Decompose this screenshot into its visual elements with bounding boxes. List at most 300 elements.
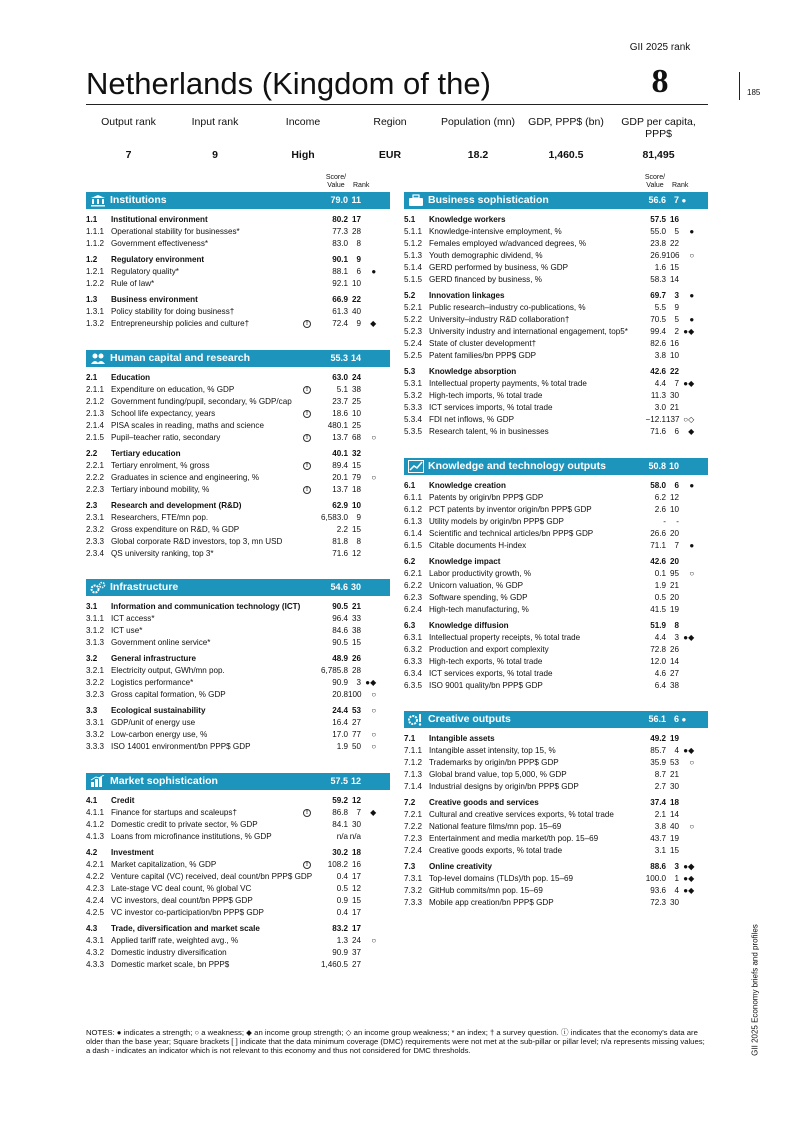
indicator-row (86, 637, 396, 649)
indicator-row (86, 677, 396, 689)
pillar-rank (348, 195, 388, 205)
indicator-row (86, 524, 396, 536)
indicator-score: 84.1 (332, 820, 348, 829)
indicator-label: Industrial designs by origin/bn PPP$ GDP (429, 782, 579, 791)
strength-marker: ◆ (688, 427, 695, 436)
indicator-label: Entertainment and media market/th pop. 15–69 (429, 834, 599, 843)
indicator-score: 83.0 (332, 239, 348, 248)
indicator-label: Market capitalization, % GDP (111, 860, 217, 869)
indicator-row (404, 314, 714, 326)
indicator-rank (666, 226, 708, 238)
indicator-label: Creative goods exports, % total trade (429, 846, 563, 855)
strength-marker: ○ (371, 706, 377, 715)
indicator-label: Production and export complexity (429, 645, 549, 654)
indicator-label: Online creativity (429, 862, 492, 871)
indicator-row (404, 781, 714, 793)
indicator-code: 6.2 (404, 557, 416, 566)
indicator-code: 7.1.4 (404, 782, 423, 791)
indicator-score: 480.1 (327, 421, 348, 430)
indicator-rank-value: 38 (669, 681, 679, 690)
indicator-row (86, 472, 396, 484)
indicator-code: 3.1.1 (86, 614, 105, 623)
pillar-name: Creative outputs (428, 713, 511, 725)
indicator-rank-value: 12 (351, 549, 361, 558)
indicator-label: Intellectual property receipts, % total trade (429, 633, 581, 642)
indicator-row (404, 302, 714, 314)
indicator-code: 2.1.3 (86, 409, 105, 418)
indicator-score: 63.0 (332, 373, 348, 382)
indicator-row (404, 274, 714, 286)
indicator-label: High-tech exports, % total trade (429, 657, 543, 666)
indicator-rank-value: 7 (674, 541, 679, 550)
info-icon: ! (303, 486, 311, 494)
indicator-score: 8.7 (654, 770, 666, 779)
strength-marker: ● (689, 291, 695, 300)
indicator-score: 13.7 (332, 485, 348, 494)
indicator-code: 7.2.1 (404, 810, 423, 819)
indicator-rank-value: 6 (674, 481, 679, 490)
indicator-code: 6.1 (404, 481, 416, 490)
indicator-rank-value: 30 (669, 898, 679, 907)
indicator-score: 17.0 (332, 730, 348, 739)
indicator-rank-value: 100 (348, 690, 362, 699)
indicator-code: 4.3.3 (86, 960, 105, 969)
indicator-score: 40.1 (332, 449, 348, 458)
indicator-score: 6,583.0 (320, 513, 348, 522)
indicator-row (86, 408, 396, 420)
pillar-rank (666, 461, 706, 471)
indicator-rank-value: - (676, 517, 679, 526)
indicator-code: 1.1 (86, 215, 98, 224)
indicator-label: Gross expenditure on R&D, % GDP (111, 525, 240, 534)
indicator-rank (666, 745, 708, 757)
indicator-row (86, 226, 396, 238)
indicator-code: 2.3 (86, 501, 98, 510)
indicator-rank-value: 1 (674, 874, 679, 883)
indicator-row (86, 807, 396, 819)
indicator-rank-value: 40 (351, 307, 361, 316)
subpillar-row (404, 556, 714, 568)
indicator-rank (666, 632, 708, 644)
indicator-row (86, 396, 396, 408)
indicator-code: 4.2.4 (86, 896, 105, 905)
indicator-code: 5.1 (404, 215, 416, 224)
pillar-rank (348, 776, 388, 786)
indicator-rank (666, 314, 708, 326)
strength-marker: ●◆ (683, 633, 695, 642)
indicator-row (86, 819, 396, 831)
indicator-code: 5.3.5 (404, 427, 423, 436)
pillar-name: Infrastructure (110, 581, 179, 593)
indicator-rank-value: 9 (674, 303, 679, 312)
subpillar-row (404, 214, 714, 226)
indicator-score: 90.5 (332, 638, 348, 647)
indicator-rank (666, 516, 708, 528)
indicator-code: 7.2.2 (404, 822, 423, 831)
indicator-code: 5.3.2 (404, 391, 423, 400)
indicator-score: 37.4 (650, 798, 666, 807)
indicator-score: 6.4 (654, 681, 666, 690)
pillar-rank (348, 353, 388, 363)
indicator-score: 55.0 (650, 227, 666, 236)
score-header-text: Score/ Value (325, 174, 347, 189)
indicator-code: 5.2.3 (404, 327, 423, 336)
indicator-label: GitHub commits/mn pop. 15–69 (429, 886, 543, 895)
indicator-row (404, 632, 714, 644)
indicator-label: ICT services imports, % total trade (429, 403, 553, 412)
gii-rank-value: 8 (651, 63, 669, 100)
indicator-row (404, 492, 714, 504)
indicator-rank (666, 426, 708, 438)
indicator-rank-value: 25 (351, 421, 361, 430)
indicator-code: 4.2 (86, 848, 98, 857)
strength-marker: ◆ (370, 808, 377, 817)
indicator-rank (348, 613, 390, 625)
indicator-code: 2.3.2 (86, 525, 105, 534)
indicator-rank (348, 871, 390, 883)
indicator-rank (348, 653, 390, 665)
indicator-rank-value: 10 (669, 505, 679, 514)
indicator-rank-value: 9 (356, 255, 361, 264)
pillar-name: Human capital and research (110, 352, 251, 364)
strength-marker: ○ (371, 433, 377, 442)
indicator-row (404, 885, 714, 897)
indicator-label: Low-carbon energy use, % (111, 730, 208, 739)
bar-chart-icon (90, 775, 106, 788)
indicator-score: 84.6 (332, 626, 348, 635)
indicator-label: QS university ranking, top 3* (111, 549, 214, 558)
indicator-code: 7.1.3 (404, 770, 423, 779)
indicator-label: General infrastructure (111, 654, 197, 663)
summary-value: 81,495 (642, 149, 675, 161)
indicator-score: 82.6 (650, 339, 666, 348)
indicator-score: 4.6 (654, 669, 666, 678)
indicator-label: Entrepreneurship policies and culture† (111, 319, 250, 328)
info-icon: ! (303, 386, 311, 394)
indicator-rank (666, 568, 708, 580)
title-rule (86, 104, 708, 105)
indicator-rank-value: 3 (674, 862, 679, 871)
summary-label: Income (285, 116, 321, 128)
indicator-code: 1.2.1 (86, 267, 105, 276)
indicator-row (404, 833, 714, 845)
strength-marker: ○◇ (683, 415, 695, 424)
indicator-rank-value: n/a (349, 832, 361, 841)
indicator-label: Investment (111, 848, 154, 857)
indicator-score: 42.6 (650, 367, 666, 376)
indicator-rank-value: 38 (351, 385, 361, 394)
indicator-rank-value: 20 (669, 529, 679, 538)
indicator-code: 6.3.5 (404, 681, 423, 690)
chart-up-icon (408, 460, 424, 473)
indicator-row (404, 604, 714, 616)
indicator-code: 7.1.2 (404, 758, 423, 767)
indicator-rank (666, 580, 708, 592)
indicator-rank-value: 12 (351, 796, 361, 805)
indicator-score: 59.2 (332, 796, 348, 805)
info-icon: ! (303, 320, 311, 328)
indicator-row (404, 350, 714, 362)
indicator-row (404, 757, 714, 769)
indicator-score: 72.8 (650, 645, 666, 654)
indicator-rank (348, 372, 390, 384)
indicator-rank-value: 3 (674, 633, 679, 642)
indicator-rank-value: 30 (351, 820, 361, 829)
indicator-score: 86.8 (332, 808, 348, 817)
indicator-rank (348, 819, 390, 831)
indicator-score: 1.6 (654, 263, 666, 272)
divider (739, 72, 740, 100)
pillar-score: 54.6 (330, 582, 348, 592)
strength-marker: ○ (371, 473, 377, 482)
strength-marker: ●◆ (683, 886, 695, 895)
pillar-header (404, 711, 708, 728)
indicator-label: Labor productivity growth, % (429, 569, 532, 578)
indicator-code: 5.1.5 (404, 275, 423, 284)
indicator-rank (348, 637, 390, 649)
indicator-label: National feature films/mn pop. 15–69 (429, 822, 562, 831)
indicator-rank-value: 22 (351, 295, 361, 304)
pillar-rank-value: 14 (350, 353, 361, 363)
pillar-score: 50.8 (648, 461, 666, 471)
indicator-label: Scientific and technical articles/bn PPP$ GDP (429, 529, 594, 538)
indicator-rank-value: 22 (669, 239, 679, 248)
indicator-code: 2.1.4 (86, 421, 105, 430)
indicator-label: Government online service* (111, 638, 211, 647)
indicator-label: GERD performed by business, % GDP (429, 263, 568, 272)
indicator-rank-value: 2 (674, 327, 679, 336)
indicator-label: Research and development (R&D) (111, 501, 242, 510)
indicator-rank (348, 536, 390, 548)
indicator-code: 7.3.1 (404, 874, 423, 883)
pillar-score: 79.0 (330, 195, 348, 205)
indicator-rank (666, 326, 708, 338)
indicator-code: 6.2.2 (404, 581, 423, 590)
indicator-row (404, 592, 714, 604)
indicator-code: 5.3.3 (404, 403, 423, 412)
indicator-label: Research talent, % in businesses (429, 427, 549, 436)
indicator-rank-value: 19 (669, 605, 679, 614)
indicator-rank-value: 21 (669, 403, 679, 412)
indicator-rank (348, 665, 390, 677)
indicator-score: 3.8 (654, 822, 666, 831)
indicator-label: Regulatory quality* (111, 267, 179, 276)
strength-marker: ● (371, 267, 377, 276)
indicator-code: 7.2.3 (404, 834, 423, 843)
indicator-label: GDP/unit of energy use (111, 718, 196, 727)
indicator-score: 93.6 (650, 886, 666, 895)
indicator-label: Regulatory environment (111, 255, 205, 264)
summary-table (86, 116, 708, 161)
subpillar-row (86, 653, 396, 665)
indicator-score: −12.1 (645, 415, 666, 424)
indicator-rank (348, 847, 390, 859)
indicator-row (86, 266, 396, 278)
notes: NOTES: ● indicates a strength; ○ a weakness; ◆ an income group strength; ◇ an income group weakness; * an index; † a survey question. ⓘ indicates that the economy's data are older than the base year; Square brackets [ ] indicate that the data minimum coverage (DMC) requirements were not met at the sub-pillar or pillar level; n/a represents missing values; a dash - indicates an indicator which is not relevant to this economy and thus not considered for DMC thresholds. (86, 1028, 705, 1055)
indicator-code: 1.3.1 (86, 307, 105, 316)
indicator-score: 48.9 (332, 654, 348, 663)
indicator-rank (348, 420, 390, 432)
indicator-rank-value: 68 (351, 433, 361, 442)
subpillar-row (404, 290, 714, 302)
indicator-rank (666, 338, 708, 350)
indicator-score: 2.7 (654, 782, 666, 791)
indicator-score: 24.4 (332, 706, 348, 715)
indicator-rank-value: 30 (669, 782, 679, 791)
indicator-score: 2.1 (654, 810, 666, 819)
indicator-score: 20.8 (332, 690, 348, 699)
subpillar-row (404, 733, 714, 745)
indicator-row (86, 548, 396, 560)
indicator-rank (348, 214, 390, 226)
indicator-rank (666, 378, 708, 390)
indicator-rank (666, 592, 708, 604)
indicator-rank-value: 9 (356, 513, 361, 522)
indicator-score: 96.4 (332, 614, 348, 623)
indicator-score: 6.2 (654, 493, 666, 502)
indicator-rank (348, 524, 390, 536)
indicator-code: 2.2 (86, 449, 98, 458)
indicator-label: Knowledge-intensive employment, % (429, 227, 562, 236)
info-icon: ! (303, 861, 311, 869)
indicator-score: 71.1 (650, 541, 666, 550)
indicator-score: 108.2 (327, 860, 348, 869)
indicator-label: Institutional environment (111, 215, 208, 224)
indicator-score: 69.7 (650, 291, 666, 300)
indicator-label: Knowledge workers (429, 215, 506, 224)
indicator-rank-value: 137 (666, 415, 680, 424)
indicator-score: 26.9 (650, 251, 666, 260)
indicator-label: Domestic credit to private sector, % GDP (111, 820, 258, 829)
indicator-score: 0.5 (654, 593, 666, 602)
subpillar-row (86, 448, 396, 460)
indicator-score: 70.5 (650, 315, 666, 324)
indicator-code: 6.2.3 (404, 593, 423, 602)
indicator-code: 6.1.1 (404, 493, 423, 502)
indicator-rank (666, 302, 708, 314)
indicator-rank-value: 16 (351, 860, 361, 869)
indicator-rank-value: 15 (351, 638, 361, 647)
indicator-rank-value: 18 (669, 798, 679, 807)
indicator-row (404, 540, 714, 552)
indicator-code: 5.1.3 (404, 251, 423, 260)
indicator-row (86, 871, 396, 883)
indicator-code: 7.3.2 (404, 886, 423, 895)
indicator-rank-value: 6 (356, 267, 361, 276)
indicator-rank-value: 50 (351, 742, 361, 751)
subpillar-row (404, 480, 714, 492)
indicator-rank-value: 37 (351, 948, 361, 957)
indicator-score: 62.9 (332, 501, 348, 510)
indicator-rank (348, 689, 390, 701)
indicator-code: 3.2.3 (86, 690, 105, 699)
indicator-score: 80.2 (332, 215, 348, 224)
indicator-score: 51.9 (650, 621, 666, 630)
indicator-label: Creative goods and services (429, 798, 539, 807)
indicator-row (86, 665, 396, 677)
indicator-row (86, 625, 396, 637)
indicator-rank (348, 947, 390, 959)
pillar-rank-value: 10 (668, 461, 679, 471)
strength-marker: ○ (689, 251, 695, 260)
indicator-rank (666, 250, 708, 262)
subpillar-row (86, 601, 396, 613)
indicator-row (404, 504, 714, 516)
indicator-rank-value: 5 (674, 315, 679, 324)
indicator-score: 0.9 (336, 896, 348, 905)
indicator-rank (666, 668, 708, 680)
indicator-code: 5.1.1 (404, 227, 423, 236)
indicator-code: 6.1.3 (404, 517, 423, 526)
indicator-label: GERD financed by business, % (429, 275, 542, 284)
indicator-label: Rule of law* (111, 279, 155, 288)
strength-marker: ●◆ (683, 862, 695, 871)
indicator-row (86, 432, 396, 444)
indicator-row (404, 238, 714, 250)
indicator-score: 0.5 (336, 884, 348, 893)
indicator-label: Late-stage VC deal count, % global VC (111, 884, 252, 893)
summary-value: EUR (378, 149, 402, 161)
indicator-score: 6,785.8 (320, 666, 348, 675)
indicator-row (86, 318, 396, 330)
info-icon: ! (303, 434, 311, 442)
indicator-code: 4.2.1 (86, 860, 105, 869)
page-number: 185 (747, 88, 761, 97)
pillar-rank-value: 6 (673, 714, 679, 724)
indicator-rank (666, 214, 708, 226)
indicator-code: 4.2.5 (86, 908, 105, 917)
indicator-score: 3.8 (654, 351, 666, 360)
indicator-rank-value: 17 (351, 215, 361, 224)
indicator-code: 1.3.2 (86, 319, 105, 328)
indicator-rank-value: 53 (351, 706, 361, 715)
subpillar-row (404, 620, 714, 632)
indicator-code: 6.3 (404, 621, 416, 630)
indicator-rank-value: 4 (674, 746, 679, 755)
subpillar-row (86, 500, 396, 512)
pillar-score: 55.3 (330, 353, 348, 363)
indicator-rank (666, 480, 708, 492)
indicator-rank (666, 769, 708, 781)
indicator-rank (348, 807, 390, 819)
indicator-code: 2.1.2 (86, 397, 105, 406)
indicator-rank (348, 859, 390, 871)
indicator-rank-value: 15 (351, 525, 361, 534)
indicator-rank-value: 79 (351, 473, 361, 482)
indicator-row (404, 528, 714, 540)
indicator-rank (348, 895, 390, 907)
indicator-rank (666, 897, 708, 909)
indicator-label: Knowledge absorption (429, 367, 517, 376)
indicator-row (404, 414, 714, 426)
indicator-score: 2.2 (336, 525, 348, 534)
indicator-rank (348, 512, 390, 524)
strength-marker: ○ (371, 690, 377, 699)
indicator-code: 3.1.3 (86, 638, 105, 647)
indicator-score: 90.1 (332, 255, 348, 264)
strength-marker: ○ (371, 730, 377, 739)
indicator-score: 13.7 (332, 433, 348, 442)
indicator-score: 90.5 (332, 602, 348, 611)
indicator-label: Loans from microfinance institutions, % GDP (111, 832, 272, 841)
indicator-rank-value: 27 (669, 669, 679, 678)
indicator-rank (348, 318, 390, 330)
indicator-score: 90.9 (332, 948, 348, 957)
indicator-code: 4.2.3 (86, 884, 105, 893)
indicator-score: 0.4 (336, 908, 348, 917)
indicator-rank (348, 460, 390, 472)
indicator-row (404, 845, 714, 857)
